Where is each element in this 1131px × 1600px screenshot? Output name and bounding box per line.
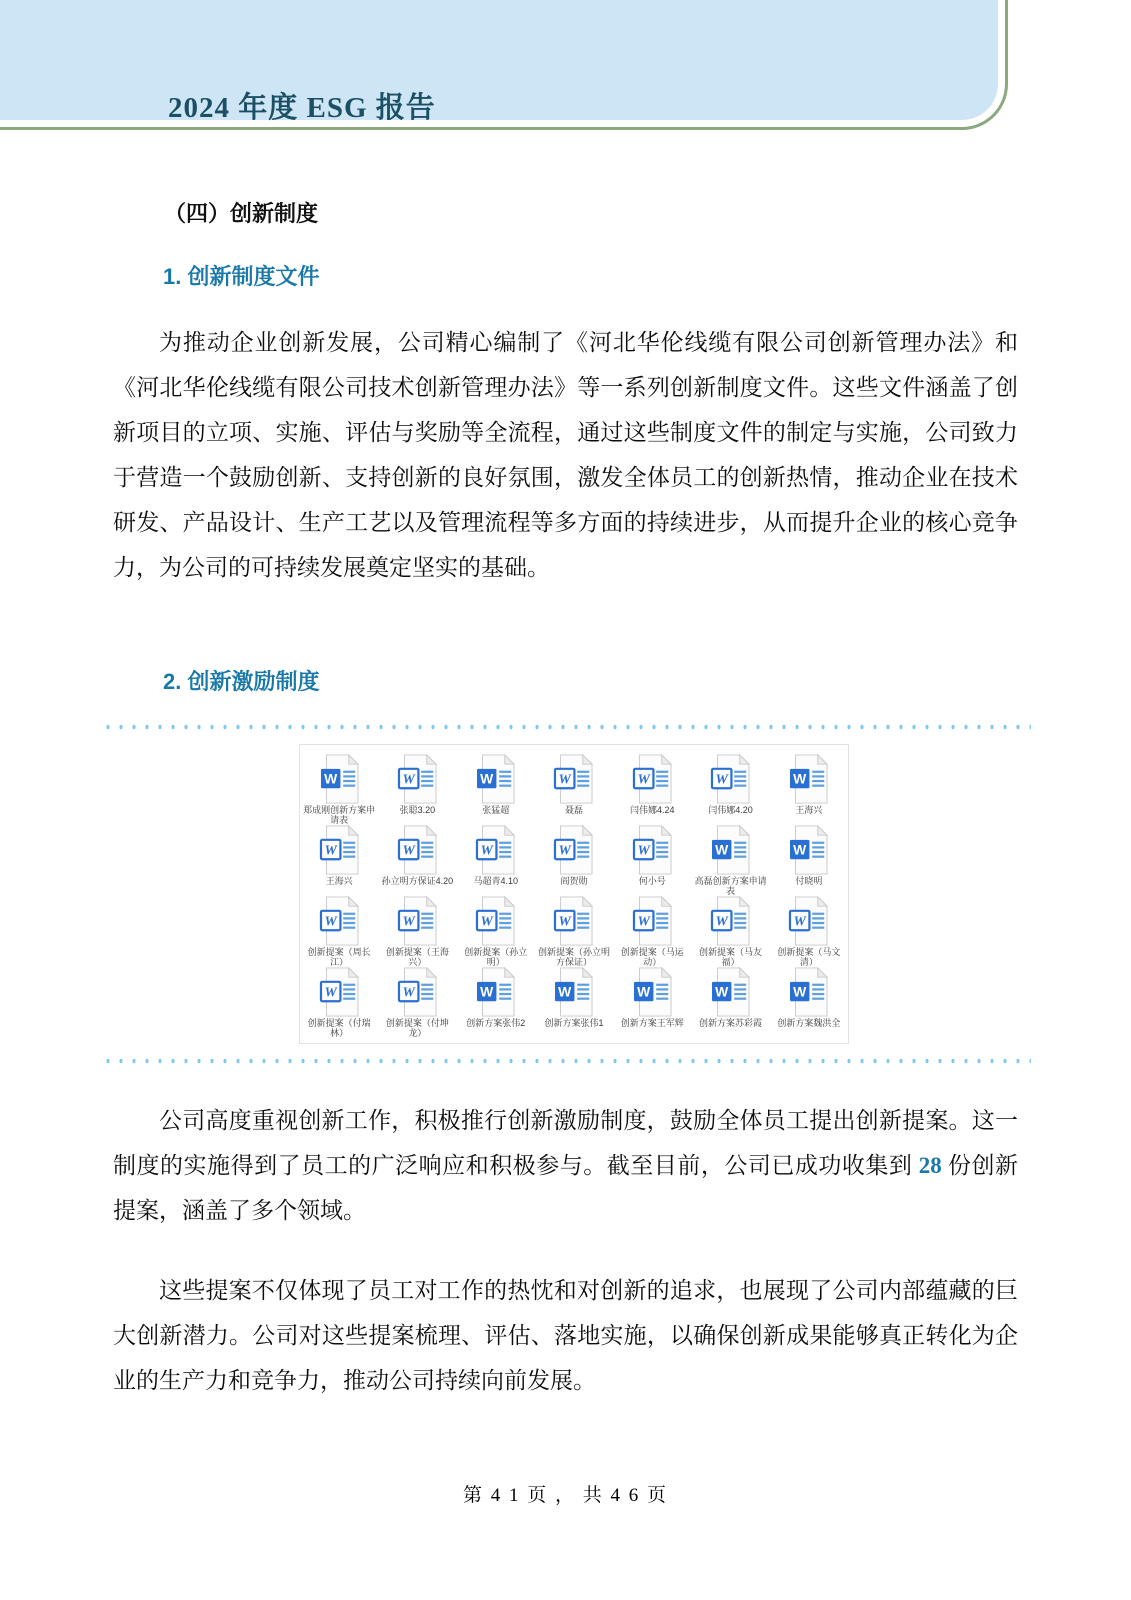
file-item [691,825,769,896]
svg-text:W: W [715,983,729,1000]
svg-text:W: W [559,772,572,788]
word-file-icon [317,896,362,946]
file-item [535,967,613,1038]
paragraph-proposals [113,1098,1018,1233]
svg-text:W: W [402,772,415,788]
subsection-2-heading: 2. 创新激励制度 [163,669,320,694]
file-item [613,896,691,967]
paragraph-proposals-before: 公司高度重视创新工作，积极推行创新激励制度，鼓励全体员工提出创新提案。这一制度的实施得到了员工的广泛响应和积极参与。截至目前，公司已成功收集到 [113,1108,1018,1178]
dotted-divider-bottom [105,1056,1031,1066]
word-file-icon [473,967,518,1017]
file-item [378,754,456,825]
word-file-icon [630,754,675,804]
file-item [535,896,613,967]
file-label: 高磊创新方案申请表 [694,876,767,896]
word-file-icon [317,967,362,1017]
file-label: 阎贺勋 [560,876,588,886]
file-item [613,967,691,1038]
files-screenshot [299,744,849,1044]
file-item [378,967,456,1038]
file-item [457,896,535,967]
file-label: 创新提案（付瑞林） [307,1018,371,1038]
file-label: 创新方案张伟1 [544,1018,604,1028]
file-item [770,754,848,825]
file-label: 闫伟娜4.20 [708,805,753,815]
file-item [770,967,848,1038]
file-label: 张聪3.20 [399,805,436,815]
word-file-icon [551,967,596,1017]
file-label: 创新提案（孙立明 方保证） [537,947,610,967]
section-heading: （四）创新制度 [164,201,319,226]
file-label: 创新提案（王海兴） [385,947,449,967]
word-file-icon [395,967,440,1017]
svg-text:W: W [559,914,572,930]
file-label: 创新方案魏洪全 [777,1018,841,1028]
dotted-divider-top [105,722,1031,732]
file-item [613,825,691,896]
svg-text:W: W [480,770,494,787]
file-label: 付晓明 [795,876,823,886]
svg-text:W: W [480,914,494,930]
file-item [300,825,378,896]
file-label: 何小号 [638,876,666,886]
file-label: 王海兴 [325,876,353,886]
svg-text:W: W [715,772,728,788]
word-file-icon [786,967,831,1017]
svg-text:W: W [324,843,337,859]
svg-text:W: W [637,772,650,788]
svg-text:W: W [558,983,572,1000]
file-item [535,754,613,825]
report-title: 2024 年度 ESG 报告 [168,92,436,124]
file-label: 创新方案张伟2 [466,1018,526,1028]
file-item [535,825,613,896]
file-label: 创新提案（孙立明） [464,947,528,967]
word-file-icon [786,754,831,804]
file-item [457,825,535,896]
page-number: 第 4 1 页 ， 共 4 6 页 [462,1485,668,1506]
file-label: 创新方案王军辉 [620,1018,684,1028]
svg-text:W: W [715,841,729,858]
file-item [691,754,769,825]
svg-text:W: W [793,841,807,858]
word-file-icon [551,754,596,804]
svg-text:W: W [402,985,415,1001]
file-item [457,754,535,825]
file-label: 创新方案苏彩霞 [699,1018,763,1028]
word-file-icon [317,825,362,875]
word-file-icon [630,896,675,946]
file-label: 聂磊 [564,805,583,815]
subsection-1-heading: 1. 创新制度文件 [163,264,320,289]
word-file-icon [473,825,518,875]
svg-text:W: W [480,983,494,1000]
word-file-icon [551,896,596,946]
files-grid [300,754,848,1038]
word-file-icon [395,754,440,804]
file-label: 创新提案（马文清） [777,947,841,967]
svg-text:W: W [480,843,494,859]
paragraph-innovation-system: 为推动企业创新发展，公司精心编制了《河北华伦线缆有限公司创新管理办法》和《河北华伦线缆有限公司技术创新管理办法》等一系列创新制度文件。这些文件涵盖了创新项目的立项、实施、评估与奖励等全流程，通过这些制度文件的制定与实施，公司致力于营造一个鼓励创新、支持创新的良好氛围，激发全体员工的创新热情，推动企业在技术研发、产品设计、生产工艺以及管理流程等多方面的持续进步，从而提升企业的核心竞争力，为公司的可持续发展奠定坚实的基础。 [113,330,1018,580]
file-label: 孙立明方保证4.20 [381,876,454,886]
svg-text:W: W [793,983,807,1000]
word-file-icon [395,825,440,875]
file-item [691,967,769,1038]
file-label: 闫伟娜4.24 [630,805,675,815]
svg-text:W: W [402,843,415,859]
file-label: 创新提案（马友福） [699,947,763,967]
svg-text:W: W [324,914,337,930]
file-item [300,896,378,967]
word-file-icon [630,967,675,1017]
svg-text:W: W [636,983,651,1000]
file-item [613,754,691,825]
svg-text:W: W [715,914,728,930]
svg-text:W: W [793,770,807,787]
svg-text:W: W [323,770,337,787]
word-file-icon [630,825,675,875]
file-item [691,896,769,967]
svg-text:W: W [793,914,807,930]
proposal-count: 28 [918,1153,942,1178]
file-label: 创新提案（周长江） [307,947,371,967]
file-label: 张猛超 [482,805,510,815]
word-file-icon [708,967,753,1017]
file-label: 马超青4.10 [473,876,518,886]
page-header-banner [0,0,1008,130]
file-item [378,825,456,896]
word-file-icon [473,754,518,804]
word-file-icon [473,896,518,946]
svg-text:W: W [402,914,415,930]
word-file-icon [317,754,362,804]
file-label: 王海兴 [795,805,823,815]
svg-text:W: W [559,843,572,859]
file-item [300,754,378,825]
paragraph-potential: 这些提案不仅体现了员工对工作的热忱和对创新的追求，也展现了公司内部蕴藏的巨大创新潜力。公司对这些提案梳理、评估、落地实施，以确保创新成果能够真正转化为企业的生产力和竞争力，推动公司持续向前发展。 [113,1278,1018,1393]
svg-text:W: W [637,914,650,930]
paragraph-proposals-after: 份创新提案，涵盖了多个领域。 [113,1153,1019,1223]
file-item [770,896,848,967]
word-file-icon [786,896,831,946]
file-label: 创新提案（付坤龙） [385,1018,449,1038]
file-item [378,896,456,967]
word-file-icon [708,754,753,804]
word-file-icon [708,896,753,946]
file-item [770,825,848,896]
file-item [300,967,378,1038]
svg-text:W: W [324,985,337,1001]
word-file-icon [786,825,831,875]
file-item [457,967,535,1038]
word-file-icon [551,825,596,875]
file-label: 郑成刚创新方案申请表 [303,805,376,825]
file-label: 创新提案（马运动） [620,947,684,967]
svg-text:W: W [637,843,650,859]
word-file-icon [395,896,440,946]
word-file-icon [708,825,753,875]
